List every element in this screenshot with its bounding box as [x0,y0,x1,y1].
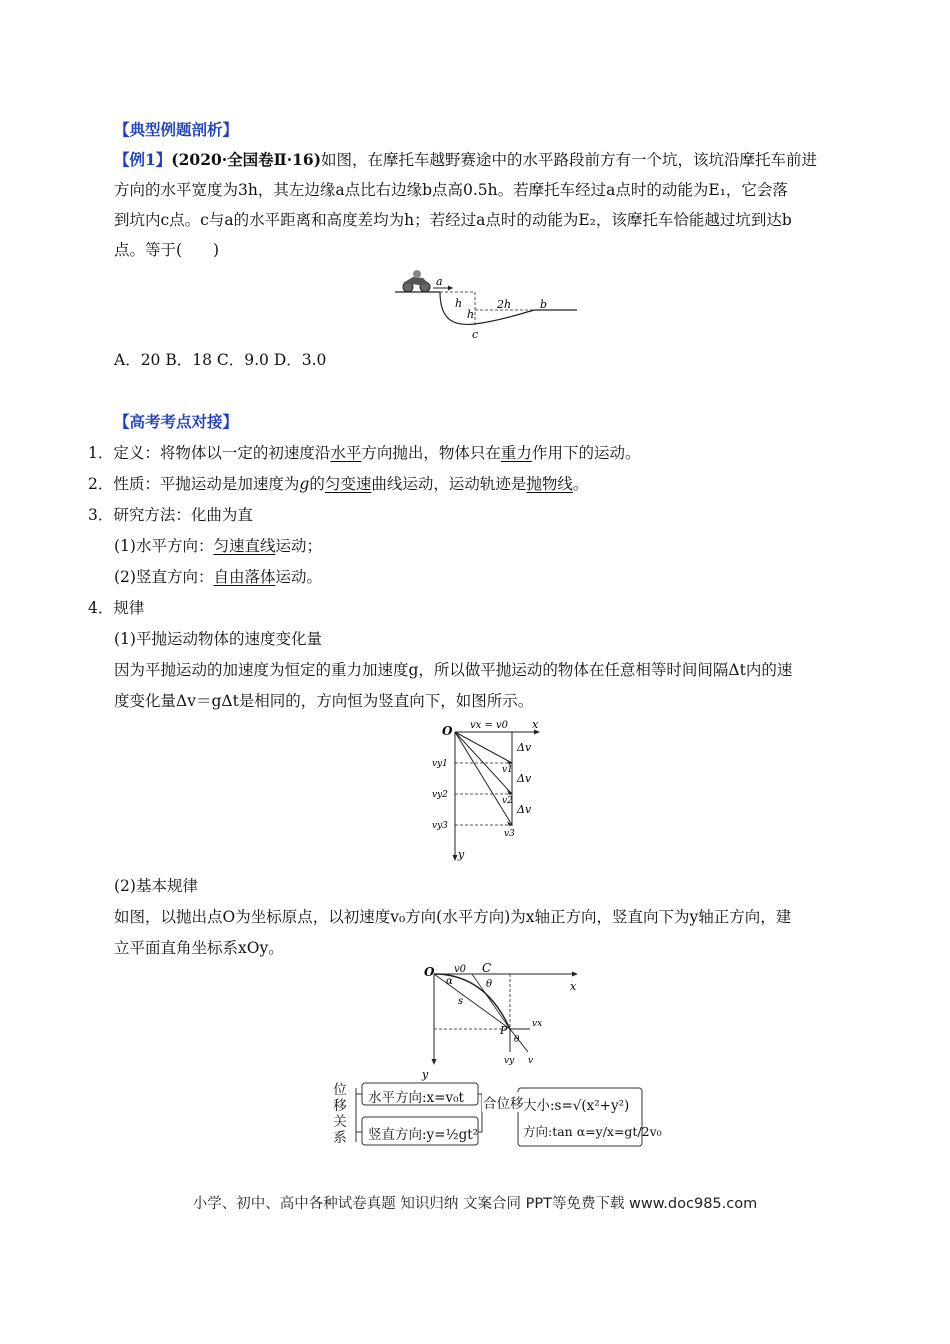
label-theta: θ [486,979,493,990]
example-line-3: 到坑内c点。c与a的水平距离和高度差均为h；若经过a点时的动能为E₂，该摩托车恰能越过坑到达b [114,211,792,229]
section-title-examples: 【典型例题剖析】 [114,120,239,139]
point-1 [88,441,640,465]
point-1-blank-gravity: 重力 [500,444,532,462]
label-angle-p: θ [514,1035,520,1045]
example-source: (2020·全国卷Ⅱ·16) [171,150,322,169]
point-4-number: 4． [88,599,114,617]
box-left-char-3: 关 [333,1114,347,1130]
point-2-text-b: 的 [309,475,325,493]
label-a: a [436,275,443,288]
delta-v-2: Δv [517,772,532,785]
point-2 [88,472,588,496]
point-2-text-a: 性质：平抛运动是加速度为 [113,475,300,493]
label-v3: v3 [504,829,515,839]
label-vy2: vy2 [432,790,448,800]
point-3-text: 研究方法：化曲为直 [113,506,253,524]
label-b: b [540,298,548,311]
point-3-2 [114,565,322,589]
label-v1: v1 [502,765,513,775]
point-2-g: g [299,475,310,493]
label-alpha: α [446,976,453,987]
box-horizontal: 水平方向:x=v₀t [368,1090,464,1106]
delta-v-1: Δv [517,741,532,754]
point-3-2-text-a: (2)竖直方向： [114,568,214,586]
example-line-1 [114,145,866,175]
label-vx: vx [532,1019,543,1029]
box-vertical: 竖直方向:y=½gt² [368,1127,479,1143]
label-v0: v0 [454,964,467,975]
axis-x: x [532,718,539,731]
point-4-2-heading: (2)基本规律 [114,877,198,895]
point-3-2-text-b: 运动。 [275,568,322,586]
example-line-2: 方向的水平宽度为3h，其左边缘a点比右边缘b点高0.5h。若摩托车经过a点时的动能为E₁，它会落 [114,181,788,199]
point-1-number: 1． [88,444,114,462]
point-4-1-text-1: 因为平抛运动的加速度为恒定的重力加速度g，所以做平抛运动的物体在任意相等时间间隔Δt内的速 [114,661,793,679]
label-vx-v0: vx = v0 [470,720,509,731]
label-v2: v2 [502,796,513,806]
example-line-4: 点。等于( ) [114,241,220,259]
label-s: s [458,996,464,1007]
point-2-number: 2． [88,475,114,493]
example-text-1: 如图，在摩托车越野赛途中的水平路段前方有一个坑，该坑沿摩托车前进 [321,151,818,169]
example-1 [114,145,866,265]
example-options: A．20 B．18 C．9.0 D．3.0 [114,351,327,369]
label-P: P [500,1024,508,1037]
point-4-text: 规律 [113,599,145,617]
label-vy1: vy1 [432,759,448,769]
box-left-char-1: 位 [333,1082,347,1098]
axis-x: x [570,980,577,993]
box-direction: 方向:tan α=y/x=gt/2v₀ [523,1124,662,1139]
label-C: C [482,961,492,975]
point-2-blank-uniform-accel: 匀变速 [324,475,372,493]
point-1-text-a: 定义：将物体以一定的初速度沿 [113,444,331,462]
point-3-1-blank: 匀速直线 [213,537,276,555]
point-3-1-text-a: (1)水平方向： [114,537,214,555]
box-left-char-4: 系 [333,1130,347,1146]
section-title-key-points: 【高考考点对接】 [114,412,239,431]
label-vy: vy [504,1056,515,1066]
motorcycle-icon [403,270,430,292]
point-1-text-b: 方向抛出，物体只在 [361,444,501,462]
displacement-relation-box [330,1080,662,1150]
label-c: c [472,328,479,341]
point-2-blank-parabola: 抛物线 [526,475,573,493]
point-2-text-d: 。 [572,475,589,493]
label-vy3: vy3 [432,821,448,831]
point-4-2-text-1: 如图，以抛出点O为坐标原点，以初速度v₀方向(水平方向)为x轴正方向，竖直向下为y轴正方向，建 [114,908,792,926]
point-4-2-text-2: 立平面直角坐标系xOy。 [114,939,284,957]
velocity-change-figure [432,716,552,864]
point-1-blank-horizontal: 水平 [330,444,362,462]
label-v: v [528,1056,534,1066]
origin-O: O [424,965,435,979]
projectile-coordinate-figure [420,961,577,1084]
point-2-text-c: 曲线运动，运动轨迹是 [371,475,527,493]
point-4-1-heading: (1)平抛运动物体的速度变化量 [114,630,322,648]
origin-O: O [442,724,453,738]
label-2h: 2h [497,298,512,311]
point-3 [88,503,253,527]
label-h-horizontal: h [455,297,463,310]
point-3-1-text-b: 运动； [275,537,322,555]
delta-v-3: Δv [517,803,532,816]
point-1-text-c: 作用下的运动。 [531,444,641,462]
point-4 [88,596,144,620]
point-3-1 [114,534,322,558]
box-left-char-2: 移 [333,1098,347,1114]
page-footer: 小学、初中、高中各种试卷真题 知识归纳 文案合同 PPT等免费下载 www.doc985.com [192,1196,758,1212]
point-3-number: 3． [88,506,114,524]
axis-y: y [422,1068,429,1081]
box-merge-label: 合位移 [482,1092,525,1112]
label-h-vertical: h [467,308,475,321]
box-size: 大小:s=√(x²+y²) [523,1098,630,1114]
example-tag: 【例1】 [114,150,172,169]
pit-figure [395,268,585,344]
point-3-2-blank: 自由落体 [213,568,276,586]
point-4-1-text-2: 度变化量Δv＝gΔt是相同的，方向恒为竖直向下，如图所示。 [114,692,534,710]
axis-y: y [458,848,465,861]
